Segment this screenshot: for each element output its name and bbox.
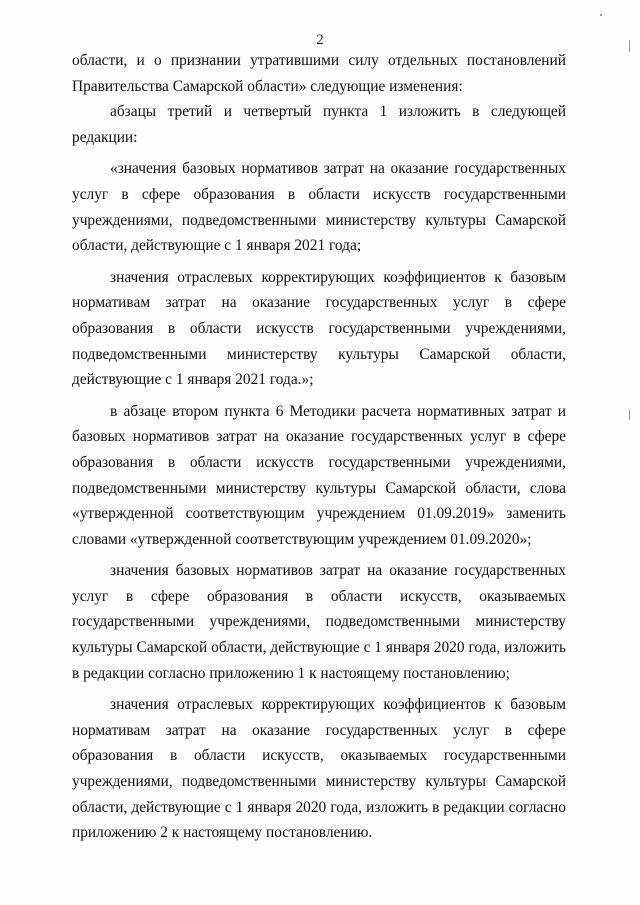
paragraph-appendix-2: значения отраслевых корректирующих коэффициентов к базовым нормативам затрат на оказание государственных услуг в сфере образования в области искусств, оказываемых государственными учреждениями, подведомственными министерству культуры Самарской области, действующие с 1 января 2020 года, изложить в редакции согласно приложению 2 к настоящему постановлению. xyxy=(72,696,566,842)
paragraph-quoted-base-norms: «значения базовых нормативов затрат на оказание государственных услуг в сфере образования в области искусств государственными учреждениями, подведомственными министерству культуры Самарской области, действующие с 1 января 2021 года; xyxy=(72,160,566,255)
document-body xyxy=(72,48,566,846)
paragraph-quoted-coefficients: значения отраслевых корректирующих коэффициентов к базовым нормативам затрат на оказание государственных услуг в сфере образования в области искусств государственными учреждениями, подведомственными министерству культуры Самарской области, действующие с 1 января 2021 года.»; xyxy=(72,268,566,389)
scan-mark-top-right xyxy=(600,14,602,16)
paragraph-appendix-1: значения базовых нормативов затрат на оказание государственных услуг в сфере образования в области искусств, оказываемых государственными учреждениями, подведомственными министерству культуры Самарской области, действующие с 1 января 2020 года, изложить в редакции согласно приложению 1 к настоящему постановлению; xyxy=(72,562,566,682)
paragraph-methodology-change: в абзаце втором пункта 6 Методики расчета нормативных затрат и базовых нормативов затрат на оказание государственных услуг в сфере образования в области искусств государственными учреждениями, подведомственными министерству культуры Самарской области, слова «утвержденной соответствующим учреждением 01.09.2019» заменить словами «утвержденной соответствующим учреждением 01.09.2020»; xyxy=(72,402,566,548)
paragraph-amendment-intro: абзацы третий и четвертый пункта 1 изложить в следующей редакции: xyxy=(72,103,566,146)
page-number: 2 xyxy=(316,32,324,48)
paragraph-continuation: области, и о признании утратившими силу отдельных постановлений Правительства Самарской области» следующие изменения: xyxy=(72,52,566,95)
scan-mark-right-middle xyxy=(629,410,630,420)
